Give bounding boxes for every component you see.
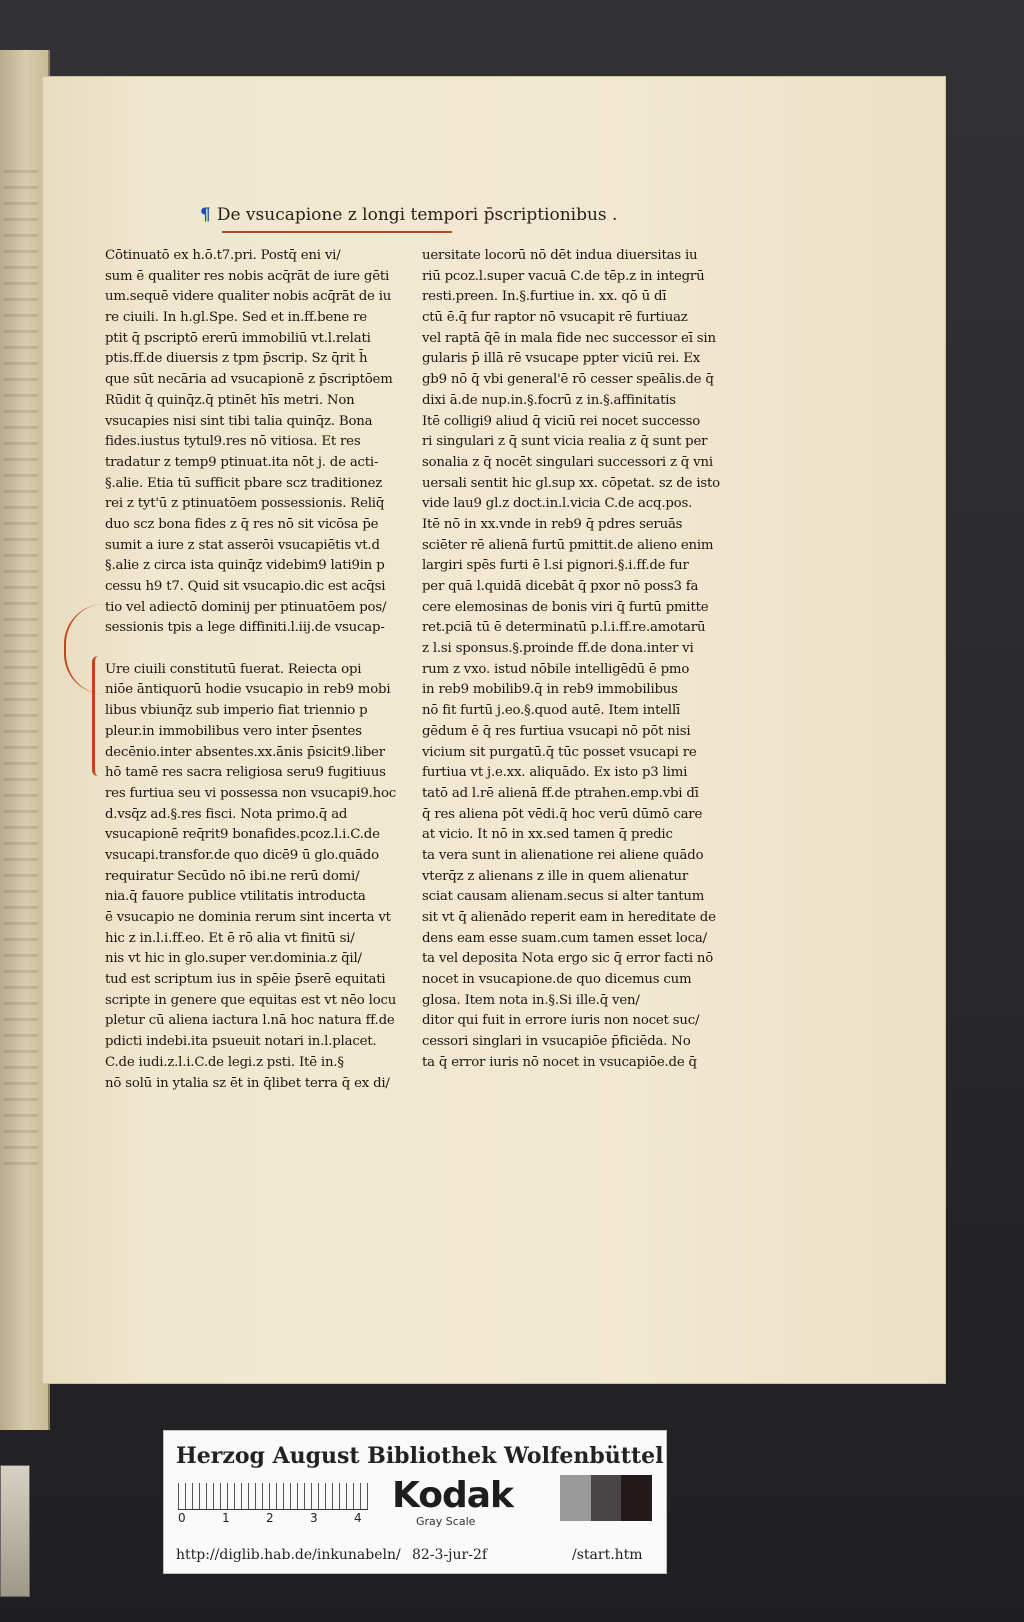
text-line: dixi ā.de nup.in.§.focrū z in.§.affinitatis: [422, 392, 676, 408]
text-column-right: [422, 246, 727, 1074]
text-line: decēnio.inter absentes.xx.ānis p̄sicit9.liber: [105, 744, 385, 760]
text-line: hic z in.l.i.ff.eo. Et ē rō alia vt finitū si/: [105, 930, 355, 946]
text-line: vsucapies nisi sint tibi talia quinq̄z. Bona: [105, 413, 373, 429]
page-heading: [200, 205, 620, 233]
text-line: [105, 639, 405, 660]
text-line: libus vbiunq̄z sub imperio fiat triennio p: [105, 703, 368, 719]
text-line: sonalia z q̄ nocēt singulari successori z q̄ vni: [422, 454, 713, 470]
archive-tag: [0, 1465, 30, 1597]
text-line: Rūdit q̄ quinq̄z.q̄ ptinēt hīs metri. Non: [105, 392, 355, 408]
text-line: ta q̄ error iuris nō nocet in vsucapiōe.de q̄: [422, 1054, 697, 1070]
text-line: Ure ciuili constitutū fuerat. Reiecta opi: [105, 661, 362, 677]
text-line: vide lau9 gl.z doct.in.l.vicia C.de acq.pos.: [422, 496, 693, 512]
ruler-number: 2: [266, 1511, 274, 1525]
text-line: ta vera sunt in alienatione rei aliene quādo: [422, 847, 704, 863]
text-line: sum ē qualiter res nobis acq̄rāt de iure gēti: [105, 268, 390, 284]
text-line: pleur.in immobilibus vero inter p̄sentes: [105, 723, 362, 739]
text-line: q̄ res aliena pōt vēdi.q̄ hoc verū dūmō care: [422, 806, 703, 822]
text-line: cere elemosinas de bonis viri q̄ furtū pmitte: [422, 599, 709, 615]
text-line: Itē nō in xx.vnde in reb9 q̄ pdres seruās: [422, 516, 683, 532]
facing-page-text: [4, 170, 38, 1170]
text-line: uersitate locorū nō dēt indua diuersitas iu: [422, 248, 698, 263]
text-line: ditor qui fuit in errore iuris non nocet suc/: [422, 1013, 700, 1029]
color-target-card: [163, 1430, 667, 1574]
ruler-number: 4: [354, 1511, 362, 1525]
text-line: vterq̄z z alienans z ille in quem alienatur: [422, 868, 689, 884]
gray-patches: [560, 1475, 652, 1521]
ruler-scale: [178, 1483, 368, 1510]
text-line: res furtiua seu vi possessa non vsucapi9.hoc: [105, 785, 397, 801]
text-line: at vicio. It nō in xx.sed tamen q̄ predic: [422, 827, 673, 843]
target-footer: [164, 1547, 666, 1569]
text-line: ctū ē.q̄ fur raptor nō vsucapit rē furtiuaz: [422, 310, 688, 326]
text-line: Cōtinuatō ex h.ō.t7.pri. Postq̄ eni vi/: [105, 248, 341, 263]
text-line: vel raptā q̄ē in mala fide nec successor eī sin: [422, 330, 716, 346]
text-line: vicium sit purgatū.q̄ tūc posset vsucapi re: [422, 744, 697, 760]
text-line: nia.q̄ fauore publice vtilitatis introducta: [105, 889, 366, 905]
text-line: pdicti indebi.ita psueuit notari in.l.placet.: [105, 1034, 377, 1050]
text-line: ē vsucapio ne dominia rerum sint incerta vt: [105, 910, 391, 925]
text-line: in reb9 mobilib9.q̄ in reb9 immobilibus: [422, 682, 678, 698]
text-line: nō fit furtū j.eo.§.quod autē. Item intellī: [422, 703, 681, 719]
text-line: tradatur z temp9 ptinuat.ita nōt j. de acti-: [105, 454, 379, 470]
text-line: d.vsq̄z ad.§.res fisci. Nota primo.q̄ ad: [105, 806, 348, 822]
text-line: tud est scriptum ius in spēie p̄serē equitati: [105, 972, 386, 988]
text-line: ptis.ff.de diuersis z tpm p̄scrip. Sz q̄rit h̄: [105, 351, 368, 367]
text-line: gb9 nō q̄ vbi general'ē rō cesser speālis.de q̄: [422, 372, 714, 388]
gray-patch: [591, 1475, 622, 1521]
text-line: ri singulari z q̄ sunt vicia realia z q̄ sunt per: [422, 434, 708, 450]
text-line: furtiua vt j.e.xx. aliquādo. Ex isto p3 limi: [422, 765, 688, 781]
heading-underline: [222, 231, 452, 233]
ruler-numbers: [178, 1511, 378, 1527]
ruler-number: 3: [310, 1511, 318, 1525]
text-line: nocet in vsucapione.de quo dicemus cum: [422, 972, 692, 988]
text-line: uersali sentit hic gl.sup xx. cōpetat. sz de isto: [422, 475, 720, 491]
text-line: pletur cū aliena iactura l.nā hoc natura ff.de: [105, 1013, 395, 1029]
text-line: z l.si sponsus.§.proinde ff.de dona.inter vi: [422, 641, 694, 657]
text-line: glosa. Item nota in.§.Si ille.q̄ ven/: [422, 992, 640, 1008]
text-line: largiri spēs furti ē l.si pignori.§.i.ff.de fur: [422, 558, 689, 574]
text-line: ret.pciā tū ē determinatū p.l.i.ff.re.amotarū: [422, 620, 706, 636]
text-line: dens eam esse suam.cum tamen esset loca/: [422, 930, 707, 946]
text-line: scripte in genere que equitas est vt nēo locu: [105, 992, 397, 1008]
text-line: sciēter rē alienā furtū pmittit.de alieno enim: [422, 537, 714, 553]
text-line: gēdum ē q̄ res furtiua vsucapi nō pōt nisi: [422, 723, 691, 739]
gray-patch: [621, 1475, 652, 1521]
gray-scale-label: Gray Scale: [416, 1515, 476, 1528]
text-line: Itē colligi9 aliud q̄ viciū rei nocet successo: [422, 413, 701, 429]
kodak-logo: Kodak: [392, 1475, 513, 1516]
text-line: niōe āntiquorū hodie vsucapio in reb9 mobi: [105, 682, 391, 698]
url-right: /start.htm: [572, 1547, 643, 1563]
red-initial-ornament: [92, 656, 105, 776]
text-line: C.de iudi.z.l.i.C.de legi.z psti. Itē in.§: [105, 1054, 344, 1070]
text-line: resti.preen. In.§.furtiue in. xx. qō ū dī: [422, 289, 667, 305]
url-left: http://diglib.hab.de/inkunabeln/: [176, 1547, 401, 1563]
text-line: §.alie z circa ista quinq̄z videbim9 lati9in p: [105, 558, 385, 574]
paragraph-mark-icon: ¶: [200, 205, 211, 225]
text-line: cessori singlari in vsucapiōe p̄ficiēda. No: [422, 1034, 691, 1050]
text-line: requiratur Secūdo nō ibi.ne rerū domi/: [105, 868, 360, 884]
text-line: nis vt hic in glo.super ver.dominia.z q̄il/: [105, 951, 362, 967]
text-line: ptit q̄ pscriptō ererū immobiliū vt.l.relati: [105, 330, 371, 346]
text-column-left: [105, 246, 405, 1094]
text-line: duo scz bona fides z q̄ res nō sit vicōsa p̄e: [105, 516, 379, 532]
text-line: sessionis tpis a lege diffiniti.l.iij.de vsucap-: [105, 620, 385, 636]
text-line: rei z tyt'ū z ptinuatōem possessionis. Reliq̄: [105, 496, 385, 512]
text-line: hō tamē res sacra religiosa seru9 fugitiuus: [105, 765, 386, 781]
text-line: riū pcoz.l.super vacuā C.de tēp.z in integrū: [422, 268, 705, 284]
text-line: sit vt q̄ alienādo reperit eam in hereditate de: [422, 910, 716, 925]
text-line: re ciuili. In h.gl.Spe. Sed et in.ff.bene re: [105, 310, 367, 326]
text-line: rum z vxo. istud nōbile intelligēdū ē pmo: [422, 661, 690, 677]
text-line: tatō ad l.rē alienā ff.de ptrahen.emp.vbi dī: [422, 785, 699, 801]
text-line: vsucapi.transfor.de quo dicē9 ū glo.quādo: [105, 847, 379, 863]
text-line: que sūt necāria ad vsucapionē z p̄scriptōem: [105, 372, 393, 388]
text-line: ta vel deposita Nota ergo sic q̄ error facti nō: [422, 951, 714, 967]
heading-text: De vsucapione z longi tempori p̄scriptionibus .: [216, 205, 618, 225]
text-line: sumit a iure z stat asserōi vsucapiētis vt.d: [105, 537, 380, 553]
text-line: fides.iustus tytul9.res nō vitiosa. Et res: [105, 434, 361, 450]
text-line: um.sequē videre qualiter nobis acq̄rāt de iu: [105, 289, 392, 305]
library-name: Herzog August Bibliothek Wolfenbüttel: [176, 1443, 664, 1469]
text-line: cessu h9 t7. Quid sit vsucapio.dic est acq̄si: [105, 579, 386, 594]
text-line: sciat causam alienam.secus si alter tantum: [422, 889, 705, 905]
gray-patch: [560, 1475, 591, 1521]
text-line: tio vel adiectō dominij per ptinuatōem pos/: [105, 599, 387, 615]
shelfmark: 82-3-jur-2f: [412, 1547, 488, 1563]
ruler-number: 0: [178, 1511, 186, 1525]
text-line: vsucapionē req̄rit9 bonafides.pcoz.l.i.C.de: [105, 827, 380, 843]
text-line: nō solū in ytalia sz ēt in q̄libet terra q̄ ex di/: [105, 1075, 390, 1091]
text-line: §.alie. Etia tū sufficit pbare scz traditionez: [105, 475, 383, 491]
text-line: per quā l.quidā dicebāt q̄ pxor nō poss3 fa: [422, 579, 699, 594]
text-line: gularis p̄ illā rē vsucape ppter viciū rei. Ex: [422, 351, 701, 367]
ruler-number: 1: [222, 1511, 230, 1525]
